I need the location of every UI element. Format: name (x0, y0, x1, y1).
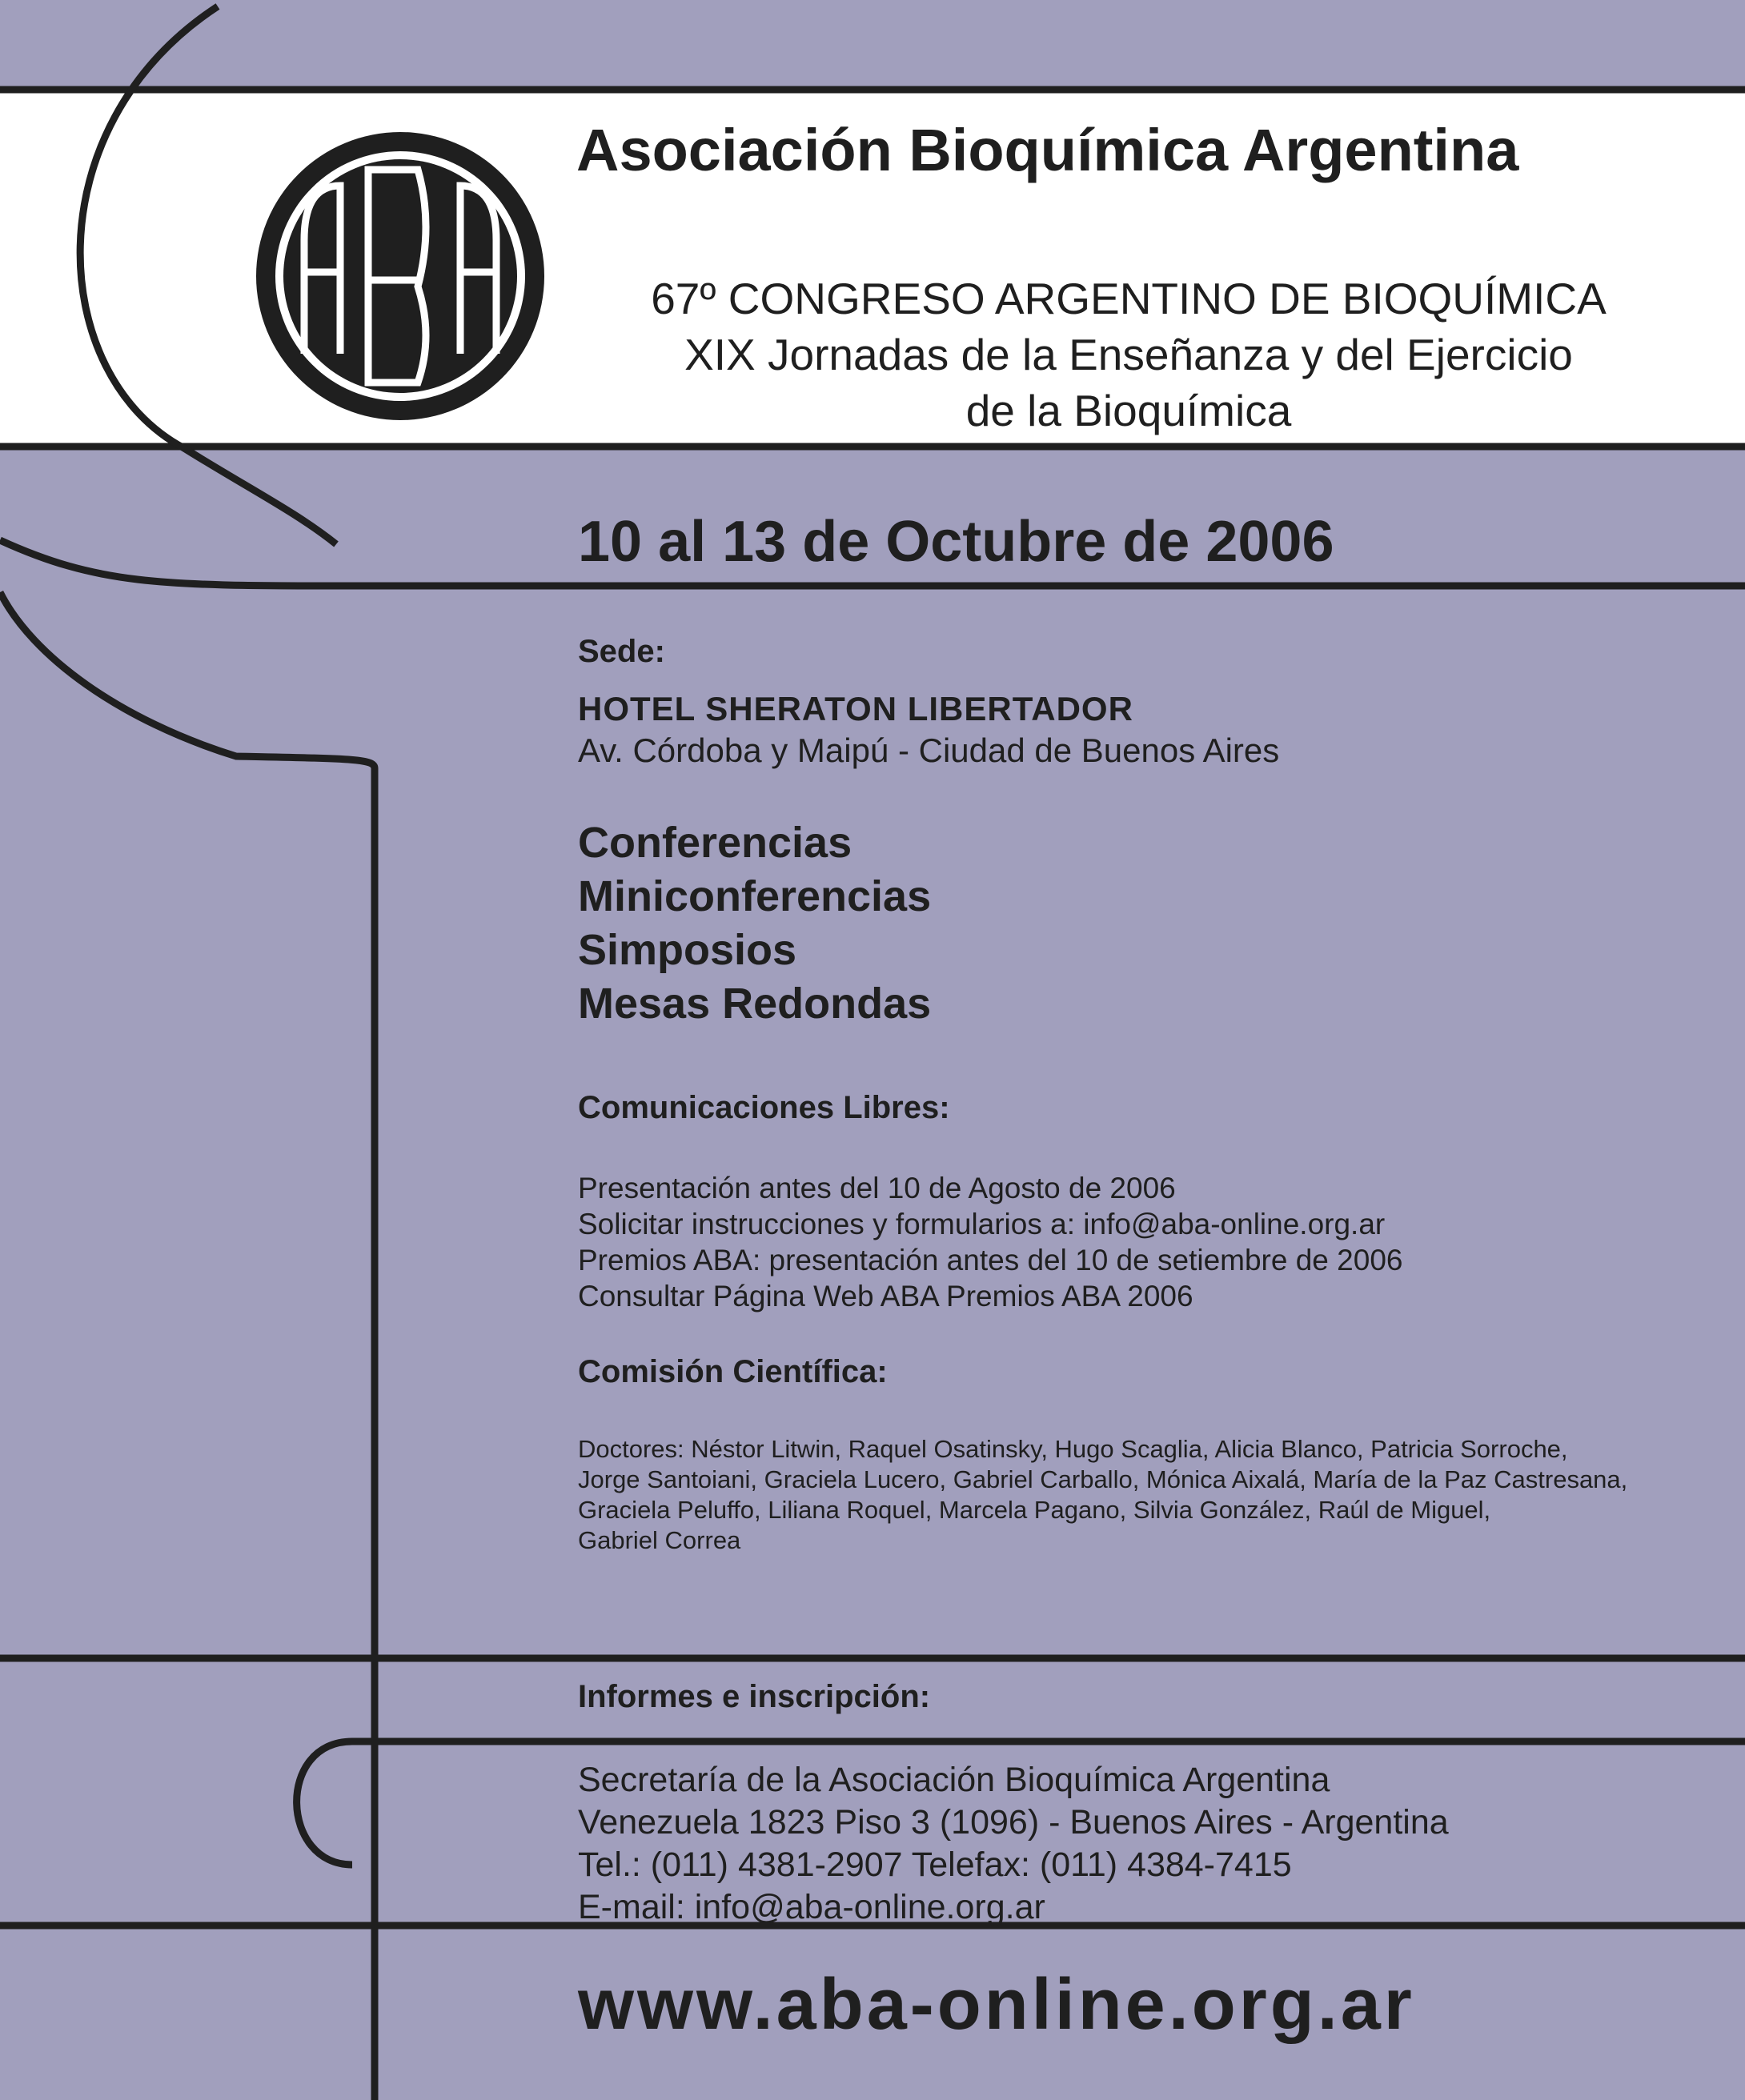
organization-title: Asociación Bioquímica Argentina (576, 117, 1519, 183)
hotel-name: HOTEL SHERATON LIBERTADOR (578, 690, 1133, 727)
contact-details (578, 1759, 1449, 1929)
contact-label: Informes e inscripción: (578, 1679, 931, 1714)
congress-title (576, 271, 1681, 439)
communications-line: Solicitar instrucciones y formularios a: info@aba-online.org.ar (578, 1208, 1386, 1240)
activities-list (578, 816, 931, 1031)
contact-line: Secretaría de la Asociación Bioquímica Argentina (578, 1761, 1330, 1799)
committee-members (578, 1434, 1627, 1556)
left-vertical-rule (0, 592, 375, 2100)
committee-heading (578, 1354, 888, 1390)
contact-line: Venezuela 1823 Piso 3 (1096) - Buenos Aires - Argentina (578, 1803, 1449, 1842)
event-dates: 10 al 13 de Octubre de 2006 (578, 510, 1334, 574)
communications-heading (578, 1090, 950, 1126)
contact-heading (578, 1679, 930, 1715)
contact-line: Tel.: (011) 4381-2907 Telefax: (011) 4384-7415 (578, 1846, 1292, 1884)
communications-line: Presentación antes del 10 de Agosto de 2006 (578, 1172, 1176, 1204)
congress-line: XIX Jornadas de la Enseñanza y del Ejercicio (684, 330, 1573, 379)
venue-details (578, 690, 1279, 770)
committee-line: Jorge Santoiani, Graciela Lucero, Gabriel Carballo, Mónica Aixalá, María de la Paz Castresana, (578, 1465, 1628, 1493)
communications-line: Premios ABA: presentación antes del 10 de setiembre de 2006 (578, 1244, 1403, 1276)
hotel-address: Av. Córdoba y Maipú - Ciudad de Buenos Aires (578, 731, 1280, 769)
committee-line: Doctores: Néstor Litwin, Raquel Osatinsky, Hugo Scaglia, Alicia Blanco, Patricia Sorroche, (578, 1435, 1568, 1463)
congress-line: de la Bioquímica (965, 386, 1292, 435)
venue-label-text: Sede: (578, 634, 665, 669)
congress-line: 67º CONGRESO ARGENTINO DE BIOQUÍMICA (651, 274, 1607, 323)
communications-line: Consultar Página Web ABA Premios ABA 2006 (578, 1280, 1193, 1312)
activity-item: Miniconferencias (578, 872, 932, 920)
contact-line: E-mail: info@aba-online.org.ar (578, 1888, 1045, 1926)
activity-item: Simposios (578, 926, 797, 974)
aba-logo (248, 120, 552, 432)
communications-details (578, 1170, 1402, 1314)
website-url: www.aba-online.org.ar (578, 1965, 1415, 2045)
activity-item: Conferencias (578, 819, 852, 867)
venue-label (578, 634, 665, 670)
committee-line: Gabriel Correa (578, 1526, 741, 1554)
committee-line: Graciela Peluffo, Liliana Roquel, Marcela Pagano, Silvia González, Raúl de Miguel, (578, 1496, 1491, 1524)
communications-label: Comunicaciones Libres: (578, 1090, 950, 1125)
committee-label: Comisión Científica: (578, 1354, 888, 1389)
activity-item: Mesas Redondas (578, 980, 932, 1028)
